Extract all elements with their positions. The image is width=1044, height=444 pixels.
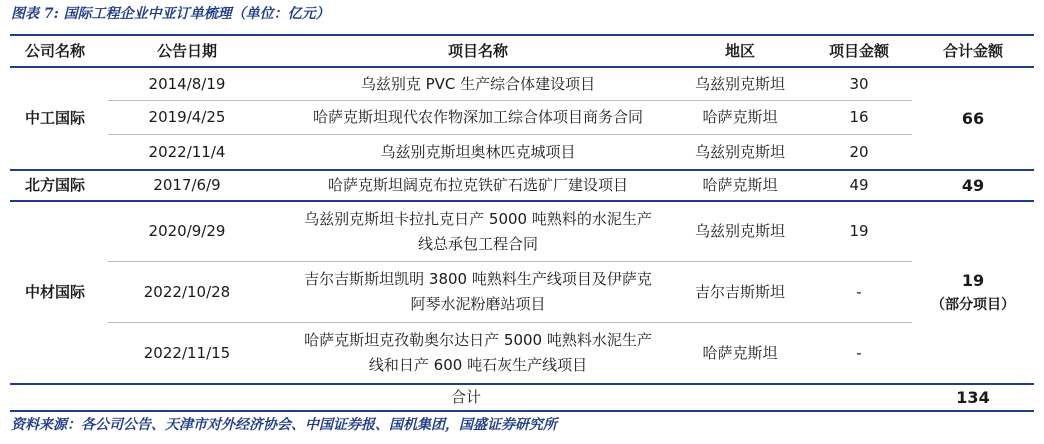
project-line: 乌兹别克斯坦卡拉扎克日产 5000 吨熟料的水泥生产 [304, 209, 652, 228]
source-note: 资料来源：各公司公告、天津市对外经济协会、中国证券报、国机集团，国盛证券研究所 [11, 417, 557, 433]
date-cell: 2022/11/4 [148, 142, 226, 161]
region-cell: 吉尔吉斯斯坦 [694, 282, 785, 301]
header-amount: 项目金额 [828, 41, 889, 60]
amount-cell: 49 [849, 176, 869, 194]
project-cell [266, 262, 690, 322]
date-cell: 2020/9/29 [148, 222, 226, 240]
region-cell: 哈萨克斯坦 [702, 343, 778, 362]
project-line: 线和日产 600 吨石灰生产线项目 [368, 356, 588, 374]
project-line: 哈萨克斯坦克孜勒奥尔达日产 5000 吨熟料水泥生产 [304, 331, 652, 349]
company-cell: 北方国际 [24, 176, 85, 194]
date-cell: 2022/10/28 [143, 282, 231, 301]
region-cell: 乌兹别克斯坦 [694, 222, 785, 240]
region-cell: 乌兹别克斯坦 [694, 142, 785, 161]
amount-cell: 30 [849, 74, 869, 93]
project-line: 线总承包工程合同 [417, 234, 538, 253]
project-cell: 乌兹别克 PVC 生产综合体建设项目 [360, 74, 596, 93]
footer-label: 合计 [450, 388, 481, 406]
amount-cell: - [856, 343, 862, 362]
header-date: 公告日期 [156, 41, 217, 60]
amount-cell: 16 [849, 108, 869, 126]
figure-caption: 图表 7: 国际工程企业中亚订单梳理（单位：亿元） [11, 6, 330, 22]
project-cell [266, 323, 690, 383]
total-cell [912, 202, 1034, 383]
total-value: 19 [961, 270, 985, 290]
company-cell: 中工国际 [24, 109, 85, 127]
header-region: 地区 [724, 41, 755, 60]
total-cell: 49 [961, 176, 985, 195]
amount-cell: - [856, 282, 862, 301]
date-cell: 2022/11/15 [143, 343, 231, 362]
project-cell [266, 202, 690, 261]
orders-table [10, 34, 1034, 412]
date-cell: 2019/4/25 [148, 108, 226, 126]
region-cell: 哈萨克斯坦 [702, 108, 778, 126]
total-note: （部分项目） [931, 296, 1015, 313]
project-cell: 哈萨克斯坦阔克布拉克铁矿石选矿厂建设项目 [327, 176, 628, 194]
project-line: 阿琴水泥粉磨站项目 [410, 295, 546, 313]
project-cell: 哈萨克斯坦现代农作物深加工综合体项目商务合同 [312, 108, 643, 126]
project-cell: 乌兹别克斯坦奥林匹克城项目 [380, 142, 576, 161]
header-company: 公司名称 [24, 41, 85, 60]
date-cell: 2017/6/9 [153, 176, 221, 194]
total-cell: 66 [961, 109, 985, 128]
region-cell: 哈萨克斯坦 [702, 176, 778, 194]
header-project: 项目名称 [447, 41, 508, 60]
company-cell: 中材国际 [24, 283, 85, 301]
header-total: 合计金额 [942, 41, 1003, 60]
footer-total: 134 [956, 388, 990, 407]
region-cell: 乌兹别克斯坦 [694, 74, 785, 93]
amount-cell: 20 [849, 142, 869, 161]
amount-cell: 19 [849, 222, 869, 240]
date-cell: 2014/8/19 [148, 74, 226, 93]
project-line: 吉尔吉斯斯坦凯明 3800 吨熟料生产线项目及伊萨克 [304, 270, 652, 288]
table-bottom-rule [10, 410, 1034, 412]
